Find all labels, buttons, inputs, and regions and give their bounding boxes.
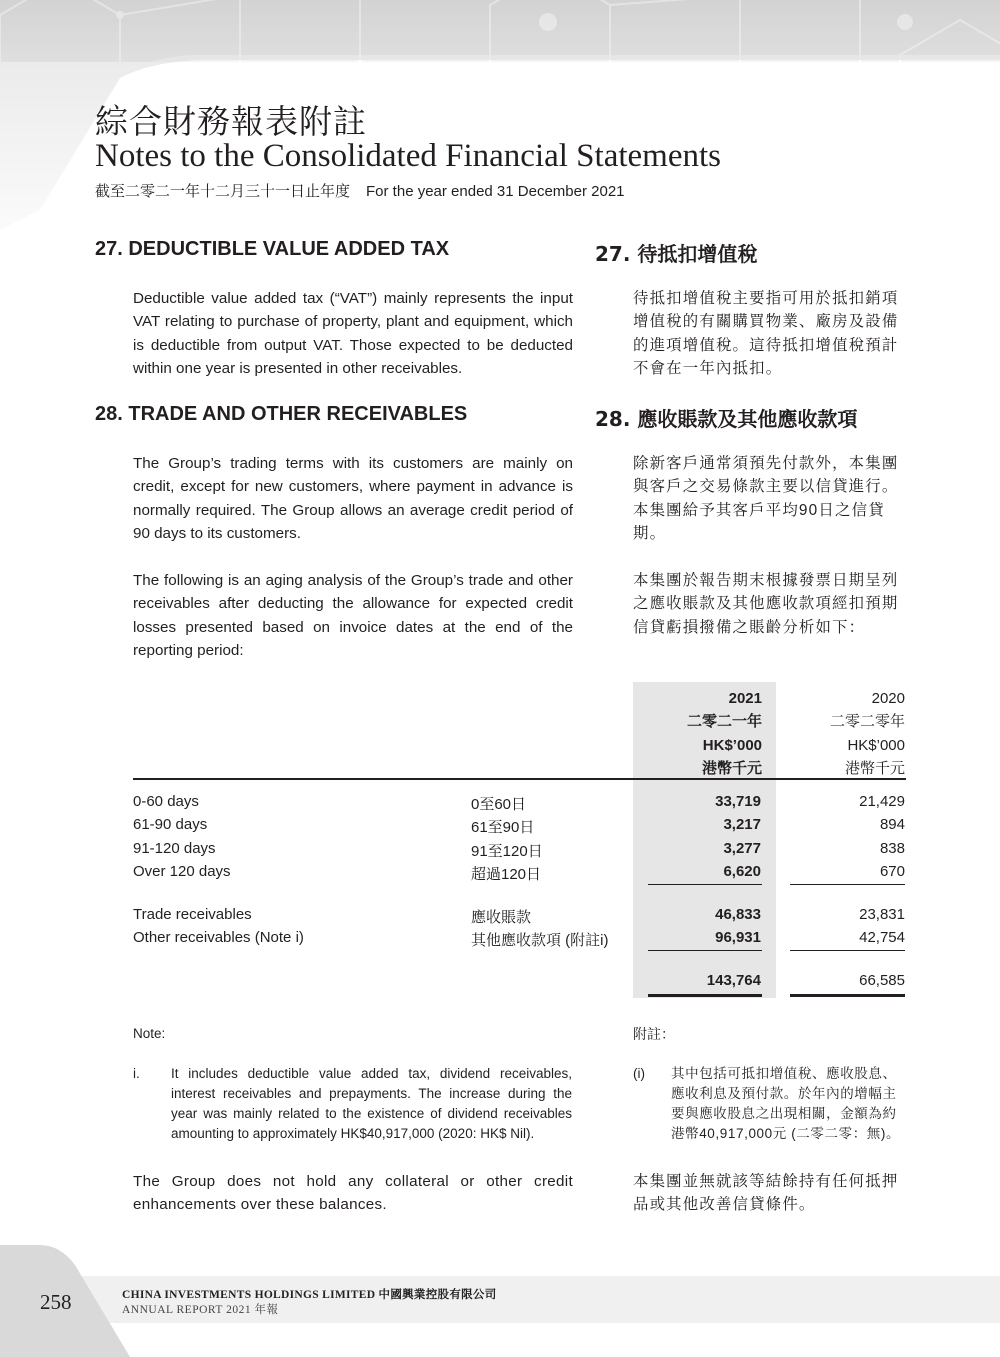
row-label-en: 91-120 days	[133, 840, 216, 857]
header-2020-unit-zh: 港幣千元	[844, 760, 905, 778]
header-2020-unit: HK$’000	[847, 736, 905, 754]
row-value-2021: 46,833	[715, 906, 761, 923]
page-title-zh: 綜合財務報表附註	[95, 102, 367, 141]
total-top-rule-2020	[790, 950, 905, 951]
row-label-en: 0-60 days	[133, 793, 199, 810]
table-row	[0, 793, 1000, 816]
table-header-rule	[133, 778, 906, 780]
header-2020-year-zh: 二零二零年	[829, 713, 905, 731]
row-label-en: Other receivables (Note i)	[133, 929, 304, 946]
subtitle-zh: 截至二零二一年十二月三十一日止年度	[95, 183, 351, 200]
table-row	[0, 929, 1000, 952]
row-label-zh: 0至60日	[471, 796, 527, 813]
table-row	[0, 816, 1000, 839]
note-item-text-zh: 其中包括可抵扣增值稅、應收股息、應收利息及預付款。於年內的增幅主要與應收股息之出現相關，金額為約港幣40,917,000元 (二零二零：無)。	[671, 1066, 901, 1141]
page-title-en: Notes to the Consolidated Financial Statements	[95, 138, 721, 174]
section-27-paragraph-zh: 待抵扣增值稅主要指可用於抵扣銷項增值稅的有關購買物業、廠房及設備的進項增值稅。這待抵扣增值稅預計不會在一年內抵扣。	[633, 290, 899, 378]
row-label-en: Trade receivables	[133, 906, 252, 923]
closing-paragraph-zh: 本集團並無就該等結餘持有任何抵押品或其他改善信貸條件。	[633, 1173, 899, 1214]
total-double-rule-2020	[790, 994, 905, 997]
header-2021-unit: HK$’000	[702, 736, 762, 754]
row-value-2020: 894	[879, 816, 905, 833]
total-double-rule-2021	[648, 994, 762, 997]
section-28-paragraph-2-en: The following is an aging analysis of the Group’s trade and other receivables after deducting the allowance for expected credit losses presented based on invoice dates at the end of the reporting period:	[133, 572, 573, 660]
section-28-paragraph-1-en: The Group’s trading terms with its customers are mainly on credit, except for new customers, where payment in advance is normally required. The Group allows an average credit period of 90 days to its customers.	[133, 455, 573, 543]
note-label-zh: 附註：	[633, 1026, 675, 1042]
section-28-heading-zh: 28. 應收賬款及其他應收款項	[595, 407, 858, 431]
row-value-2020: 21,429	[859, 793, 905, 810]
row-label-zh: 超過120日	[471, 866, 542, 883]
row-label-zh: 其他應收款項 (附註i)	[471, 932, 609, 949]
note-item-text-en: It includes deductible value added tax, dividend receivables, interest receivables and prepayments. The increase during the year was mainly related to the existence of dividend receivables amounting to approximately HK$40,917,000 (2020: HK$ Nil).	[171, 1066, 572, 1141]
page-subtitle	[95, 180, 625, 201]
row-value-2020: 23,831	[859, 906, 905, 923]
total-top-rule-2021	[648, 950, 762, 951]
header-2021-unit-zh: 港幣千元	[701, 760, 762, 778]
table-row	[0, 906, 1000, 929]
closing-paragraph-en: The Group does not hold any collateral or other credit enhancements over these balances.	[133, 1173, 573, 1214]
note-item-marker-zh: (i)	[633, 1066, 645, 1081]
table-header-2020	[780, 687, 905, 781]
section-28-paragraph-2-zh: 本集團於報告期末根據發票日期呈列之應收賬款及其他應收款項經扣預期信貸虧損撥備之賬齡分析如下：	[633, 572, 899, 636]
row-label-zh: 61至90日	[471, 819, 535, 836]
row-label-en: 61-90 days	[133, 816, 208, 833]
row-label-zh: 應收賬款	[471, 909, 532, 926]
row-label-zh: 91至120日	[471, 843, 543, 860]
footer-company: CHINA INVESTMENTS HOLDINGS LIMITED 中國興業控股有限公司	[122, 1289, 497, 1301]
section-27-paragraph-en: Deductible value added tax (“VAT”) mainly represents the input VAT relating to purchase of property, plant and equipment, which is deductible from output VAT. Those expected to be deducted within one year is presented in other receivables.	[133, 290, 573, 378]
section-28-heading-en: 28. TRADE AND OTHER RECEIVABLES	[95, 403, 468, 425]
footer-report: ANNUAL REPORT 2021 年報	[122, 1304, 279, 1316]
section-27-heading-en: 27. DEDUCTIBLE VALUE ADDED TAX	[95, 238, 450, 260]
table-header-2021	[640, 687, 762, 781]
row-value-2021: 6,620	[723, 863, 761, 880]
note-item-marker-en: i.	[133, 1066, 140, 1081]
page-number: 258	[40, 1290, 72, 1314]
row-value-2021: 3,217	[723, 816, 761, 833]
row-value-2021: 33,719	[715, 793, 761, 810]
header-2020-year: 2020	[871, 690, 905, 707]
total-value-2020: 66,585	[859, 972, 905, 989]
row-value-2021: 96,931	[715, 929, 761, 946]
header-2021-year: 2021	[728, 690, 762, 707]
subtotal-rule-2020	[790, 884, 905, 885]
table-row	[0, 863, 1000, 886]
section-27-heading-zh: 27. 待抵扣增值稅	[595, 242, 758, 266]
row-value-2020: 838	[879, 840, 905, 857]
row-value-2021: 3,277	[723, 840, 761, 857]
row-value-2020: 42,754	[859, 929, 905, 946]
section-28-paragraph-1-zh: 除新客戶通常須預先付款外，本集團與客戶之交易條款主要以信貸進行。本集團給予其客戶平均90日之信貸期。	[633, 455, 899, 543]
table-row	[0, 840, 1000, 863]
row-label-en: Over 120 days	[133, 863, 231, 880]
note-label-en: Note:	[133, 1026, 166, 1041]
table-total-row	[0, 972, 1000, 995]
header-2021-year-zh: 二零二一年	[686, 713, 762, 731]
subtotal-rule-2021	[648, 884, 762, 885]
total-value-2021: 143,764	[706, 972, 761, 989]
subtitle-en: For the year ended 31 December 2021	[366, 183, 625, 200]
row-value-2020: 670	[879, 863, 905, 880]
